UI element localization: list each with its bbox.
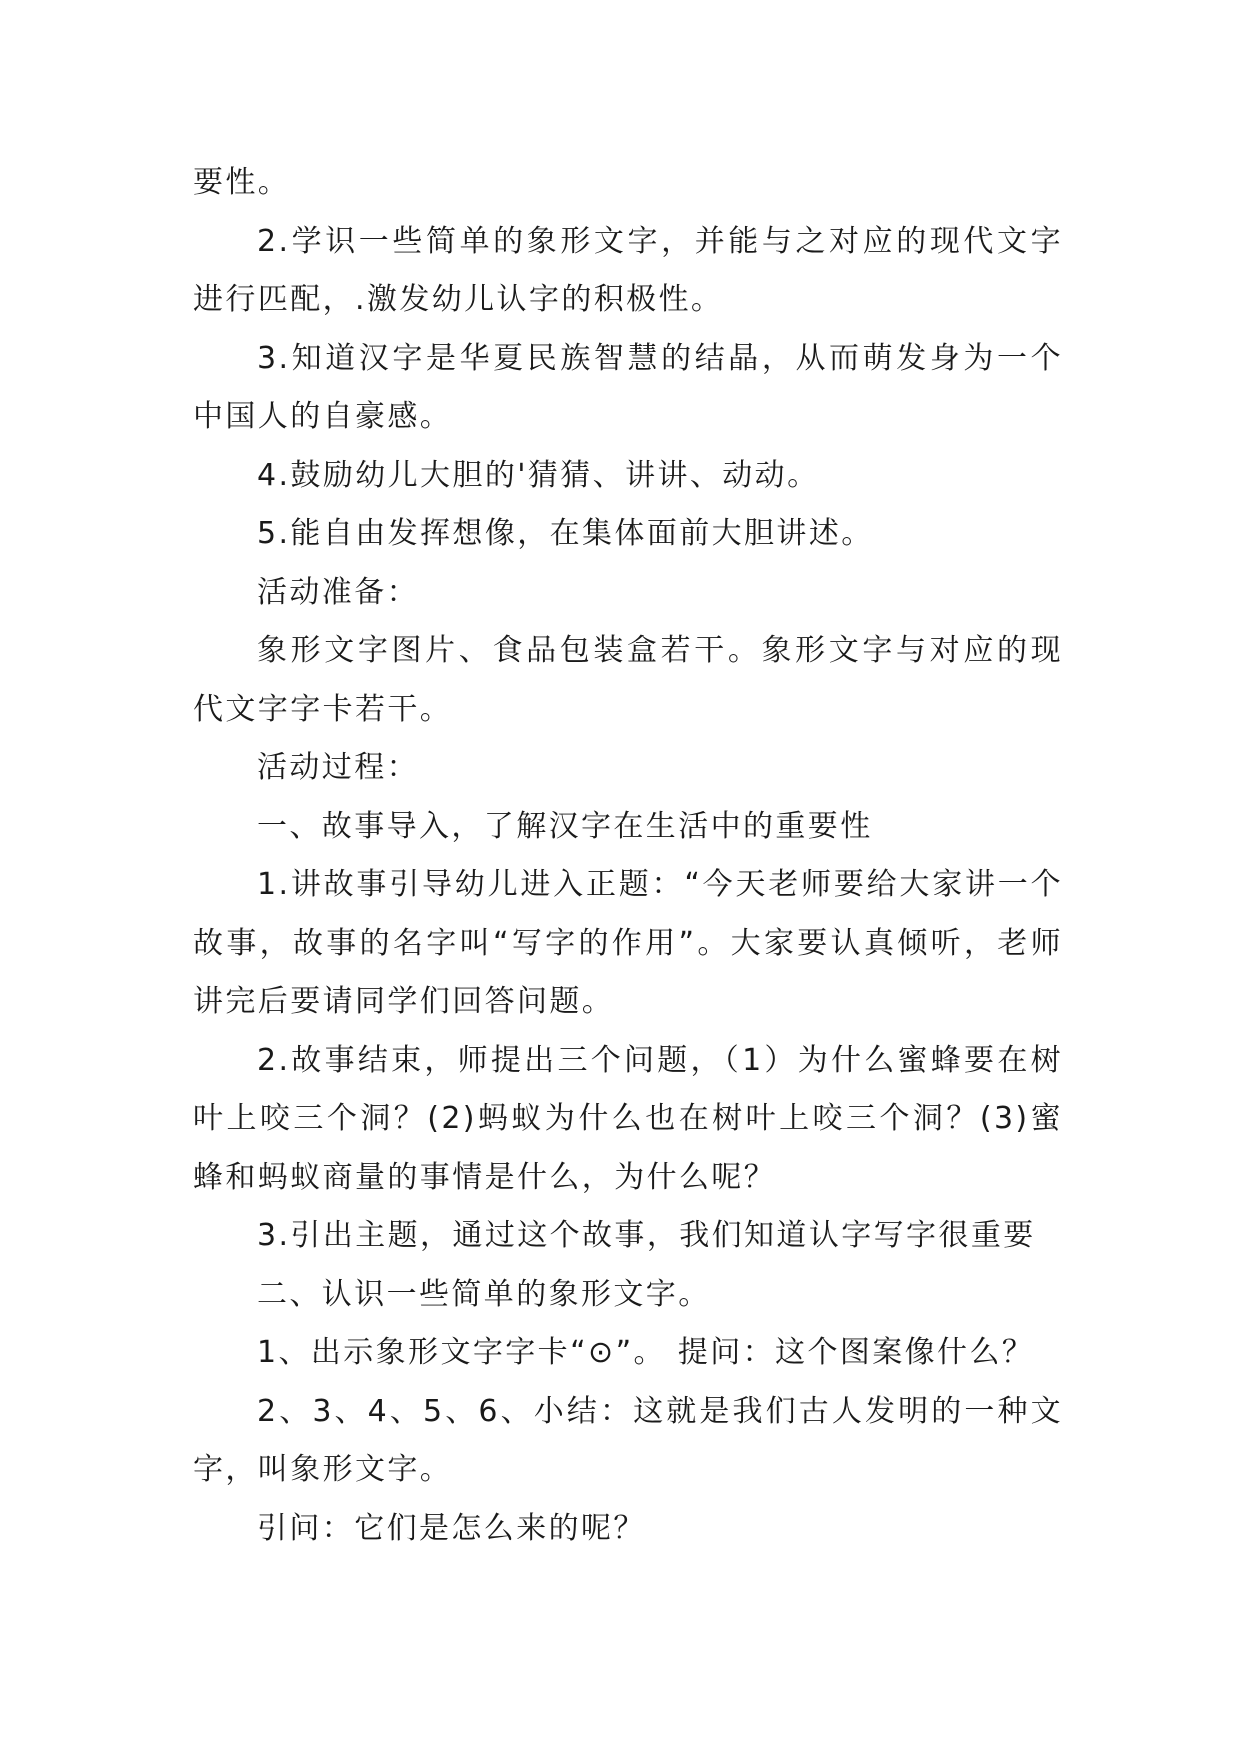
paragraph-continuation: 要性。 — [193, 165, 291, 200]
document-body — [193, 154, 1063, 1558]
paragraph-preparation: 象形文字图片、食品包装盒若干。象形文字与对应的现代文字字卡若干。 — [193, 633, 1063, 727]
paragraph-step-1-1: 1.讲故事引导幼儿进入正题：“今天老师要给大家讲一个故事，故事的名字叫“写字的作用”。大家要认真倾听，老师讲完后要请同学们回答问题。 — [193, 867, 1063, 1019]
paragraph-goal-5: 5.能自由发挥想像，在集体面前大胆讲述。 — [257, 516, 874, 551]
paragraph-goal-4: 4.鼓励幼儿大胆的'猜猜、讲讲、动动。 — [257, 457, 820, 493]
heading-process: 活动过程： — [257, 750, 419, 785]
paragraph-goal-3: 3.知道汉字是华夏民族智慧的结晶，从而萌发身为一个中国人的自豪感。 — [193, 340, 1063, 434]
paragraph-goal-2: 2.学识一些简单的象形文字，并能与之对应的现代文字进行匹配，.激发幼儿认字的积极性。 — [193, 223, 1063, 317]
paragraph-step-2-1: 1、出示象形文字字卡“⊙”。 提问：这个图案像什么？ — [257, 1335, 1035, 1370]
paragraph-step-1-2: 2.故事结束，师提出三个问题，（1）为什么蜜蜂要在树叶上咬三个洞？(2)蚂蚁为什么也在树叶上咬三个洞？(3)蜜蜂和蚂蚁商量的事情是什么，为什么呢？ — [193, 1042, 1063, 1195]
heading-section-1: 一、故事导入，了解汉字在生活中的重要性 — [257, 808, 873, 844]
paragraph-step-2-2: 2、3、4、5、6、小结：这就是我们古人发明的一种文字，叫象形文字。 — [193, 1393, 1063, 1487]
paragraph-question: 引问：它们是怎么来的呢？ — [257, 1510, 646, 1546]
heading-section-2: 二、认识一些简单的象形文字。 — [257, 1276, 711, 1312]
paragraph-step-1-3: 3.引出主题，通过这个故事，我们知道认字写字很重要 — [257, 1218, 1036, 1253]
heading-preparation: 活动准备： — [257, 574, 419, 610]
